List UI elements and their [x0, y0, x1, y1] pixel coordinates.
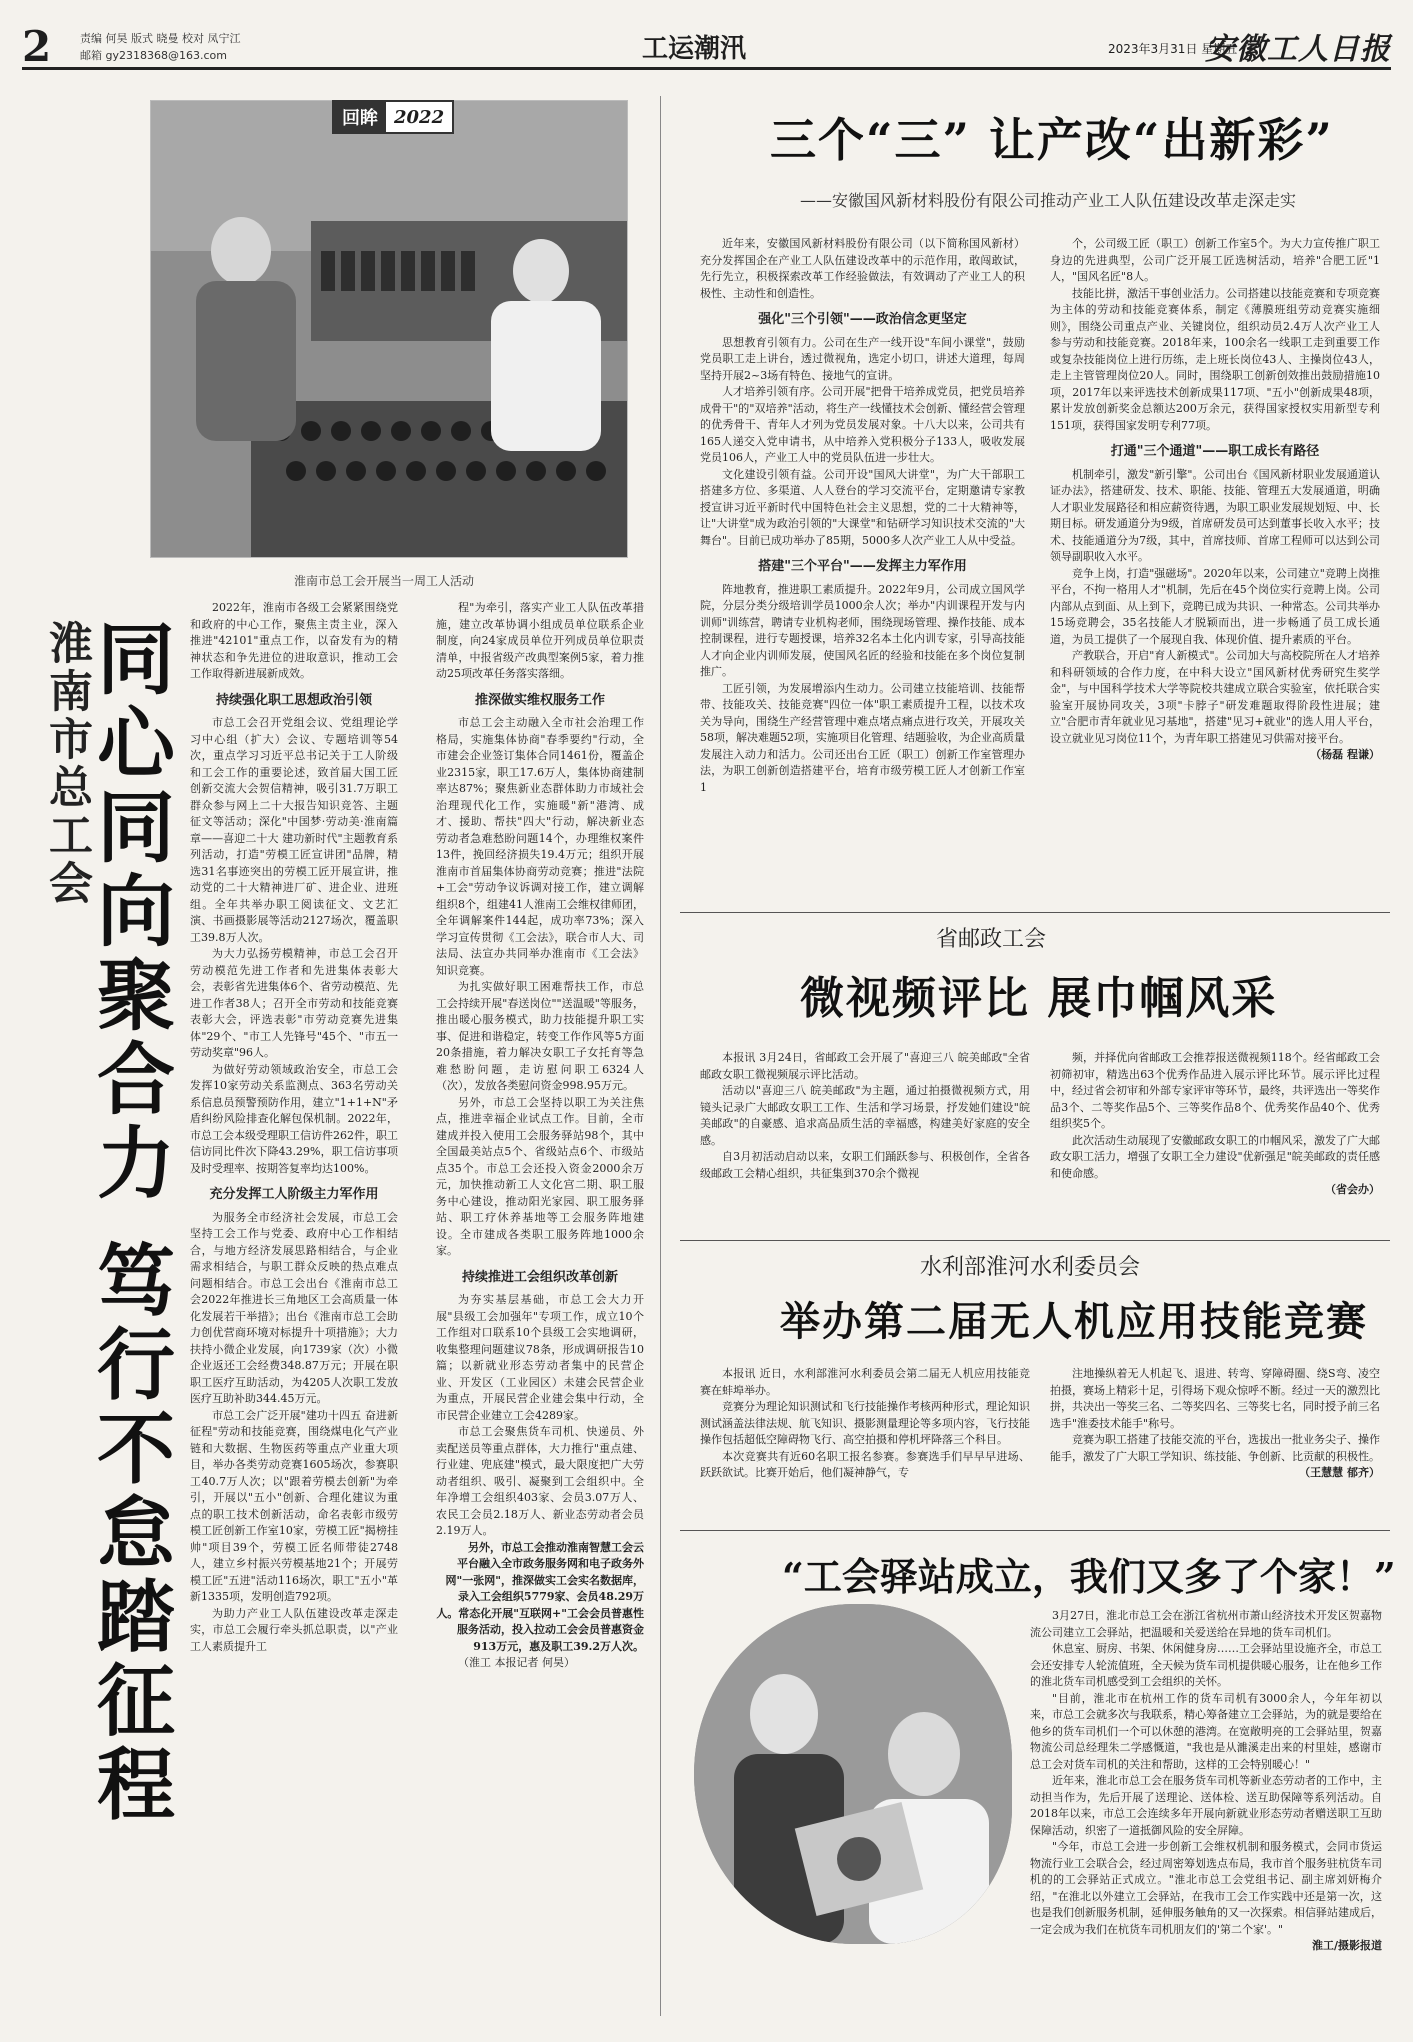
review-badge: [332, 100, 454, 134]
station-photo-illustration: [694, 1604, 1012, 1944]
paragraph: 为夯实基层基础，市总工会大力开展"县级工会加强年"专项工作，成立10个工作组对口联系10个县级工会实地调研，收集整理问题建议78条，形成调研报告10篇；以新就业形态劳动者集中的民营企业、开发区（工业园区）未建会民营企业为重点，开展民营企业建会集中行动，全市民营企业建立工会4289家。: [436, 1293, 644, 1422]
paragraph: 技能比拼，激活干事创业活力。公司搭建以技能竞赛和专项竞赛为主体的劳动和技能竞赛体系，制定《薄膜班组劳动竞赛实施细则》，围绕公司重点产业、关键岗位，组织动员2.4万人次产业工人参与劳动和技能竞赛。2018年来，100余名一线职工走到重要工作或复杂技能岗位上进行历练，走上班长岗位43人、主操岗位43人，走上主管管理岗位20人。同时，围绕职工创新创效推出鼓励措施10项，2017年以来评选技术创新成果117项、"五小"创新成果48项，累计发放创新奖金总额达200万余元，获得国家授权实用新型专利151项，获得国家发明专利77项。: [1050, 286, 1380, 432]
paragraph: 频，并择优向省邮政工会推荐报送微视频118个。经省邮政工会初筛初审，精选出63个优秀作品进入展示评比环节。展示评比过程中，经过省会初审和外部专家评审等环节，最终，共评选出一等奖作品3个、二等奖作品5个、三等奖作品8个、优秀奖作品40个、优秀组织奖5个。: [1050, 1051, 1380, 1130]
paragraph: 为大力弘扬劳模精神，市总工会召开劳动模范先进工作者和先进集体表彰大会，表彰省先进集体6个、省劳动模范、先进工作者38人；召开全市劳动和技能竞赛表彰大会，评选表彰"市劳动竞赛先进集体"29个、"市工人先锋号"45个、"市五一劳动奖章"96人。: [190, 947, 398, 1059]
article2-col1: [700, 1050, 1030, 1250]
paragraph: 市总工会主动融入全市社会治理工作格局，实施集体协商"春季要约"行动，全市建会企业签订集体合同1461份，覆盖企业2315家，职工17.6万人，集体协商建制率达87%；聚焦新业态群体助力市域社会治理现代化工作，实施暖"新"港湾、成才、援助、帮扶"四大"行动，解决新业态劳动者急难愁盼问题14个，办理维权案件13件，挽回经济损失19.4万元；组织开展淮南市首届集体协商劳动竞赛；推进"法院+工会"劳动争议诉调对接工作，建立调解组织8个，组建41人淮南工会维权律师团，全年调解案件144起，成功率73%；深入学习宣传贯彻《工会法》，联合市人大、司法局、法宣办共同举办淮南市《工会法》知识竞赛。: [436, 716, 644, 977]
byline: （杨磊 程谦）: [1310, 748, 1380, 761]
article2-title: 微视频评比 展巾帼风采: [800, 973, 1278, 1024]
paragraph: 为扎实做好职工困难帮扶工作，市总工会持续开展"春送岗位""送温暖"等服务，推出暖心服务模式，助力技能提升职工实事、促进和谐稳定，转变工作作风等5方面20条措施，着力解决女职工子女托育等急难愁盼问题，走访慰问职工6324人（次），发放各类慰问资金998.95万元。: [436, 980, 644, 1092]
byline: 淮工/摄影报道: [1311, 1939, 1382, 1952]
divider: [680, 1530, 1390, 1531]
paragraph: 本次竞赛共有近60名职工报名参赛。参赛选手们早早早进场、跃跃欲试。比赛开始后，他们凝神静气，专: [700, 1449, 1030, 1479]
article2-col2: [1050, 1050, 1380, 1250]
article1-subtitle: ——安徽国风新材料股份有限公司推动产业工人队伍建设改革走深走实: [800, 191, 1297, 210]
paragraph: 思想教育引领有力。公司在生产一线开设"车间小课堂"，鼓励党员职工走上讲台，透过微视角，选定小切口，讲述大道理，每周坚持开展2~3场有特色、接地气的宣讲。: [700, 335, 1025, 382]
paragraph: 近年来，安徽国风新材料股份有限公司（以下简称国风新材）充分发挥国企在产业工人队伍建设改革中的示范作用，敢闯敢试，先行先立，积极探索改革工作经验做法，有效调动了产业工人的积极性、主动性和创造性。: [700, 237, 1025, 300]
left-article-col2: [436, 600, 644, 2000]
paragraph: 机制牵引，激发"新引擎"。公司出台《国风新材职业发展通道认证办法》，搭建研发、技术、职能、技能、管理五大发展通道，明确人才职业发展路径和相应薪资待遇，为职工职业发展规划短、中、长期目标。研发通道分为9级，首席研发员可达到董事长收入水平；技术、技能通道分为7级，其中，首席技师、首席工程师可以达到公司领导副职收入水平。: [1050, 467, 1380, 563]
credits-line: 责编 何昊 版式 晓曼 校对 凤宁江: [80, 32, 241, 45]
article3-col1: [700, 1366, 1030, 1546]
byline: 另外，市总工会推动淮南智慧工会云平台融入全市政务服务网和电子政务外网"一张网"，推深做实工会实名数据库，录入工会组织5779家、会员48.29万人。常态化开展"互联网+"工会会员普惠性服务活动，投入拉动工会会员普惠资金913万元，惠及职工39.2万人次。: [436, 1540, 644, 1653]
paragraph: 程"为牵引，落实产业工人队伍改革措施，建立改革协调小组成员单位联系企业制度，向24家成员单位开列成员单位职责清单，中报省级产改典型案例5家，着力推动25项改革任务落实落细。: [436, 601, 644, 680]
org-title: 淮南市总工会: [41, 620, 92, 908]
paragraph: 为助力产业工人队伍建设改革走深走实，市总工会履行牵头抓总职责，以"产业工人素质提升工: [190, 1606, 398, 1653]
paragraph: 市总工会广泛开展"建功十四五 奋进新征程"劳动和技能竞赛，围绕煤电化气产业链和大数据、生物医药等重点产业重大项目，举办各类劳动竞赛1605场次，参赛职工40.7万人次；以"跟着劳模去创新"为牵引，开展以"五小"创新、合理化建议为重点的职工技术创新活动，命名表彰市级劳模工匠创新工作室10家，劳模工匠"揭榜挂帅"项目39个，劳模工匠名师带徒2748人，建立乡村振兴劳模基地21个；开展劳模工匠"五进"活动116场次，职工"五小"革新1335项，发明创造792项。: [190, 1408, 398, 1603]
article1-col2: [1050, 236, 1380, 916]
paragraph: "今年，市总工会进一步创新工会维权机制和服务模式，会同市货运物流行业工会联合会，经过周密筹划选点布局，我市首个服务驻杭货车司机的的工会驿站正式成立。"淮北市总工会党组书记、副主席刘妍梅介绍，"在淮北以外建立工会驿站，在我市工会工作实践中还是第一次，这也是我们创新服务机制，延伸服务触角的又一次探索。相信驿站建成后，一定会成为我们在杭货车司机朋友们的'第二个家'。": [1030, 1840, 1382, 1936]
article1-title: 三个“三” 让产改“出新彩”: [770, 113, 1334, 167]
section-heading: 强化"三个引领"——政治信念更坚定: [758, 312, 967, 327]
paragraph: 为服务全市经济社会发展，市总工会坚持工会工作与党委、政府中心工作相结合，与地方经济发展思路相结合，与企业需求相结合，与职工群众反映的热点难点问题相结合。市总工会出台《淮南市总工会2022年推进长三角地区工会高质量一体化发展若干举措》；出台《淮南市总工会助力创优营商环境对标提升十项措施》；大力扶持小微企业发展，向1739家（次）小微企业返还工会经费348.87万元；开展在职职工医疗互助活动，为4205人次职工发放医疗互助补助344.45万元。: [190, 1210, 398, 1405]
paragraph: 休息室、厨房、书架、休闲健身房……工会驿站里设施齐全，市总工会还安排专人轮流值班，全天候为货车司机提供暖心服务，让在他乡工作的淮北货车司机感受到工会组织的关怀。: [1030, 1642, 1382, 1688]
factory-photo: [150, 100, 628, 558]
byline: （省会办）: [1325, 1183, 1380, 1196]
editor-credits: [80, 30, 240, 64]
divider: [680, 912, 1390, 913]
paragraph: 另外，市总工会坚持以职工为关注焦点，推进幸福企业试点工作。目前，全市建成并投入使用工会服务驿站98个，其中全国最美站点5个、省级站点6个、市级站点35个。市总工会还投入资金2000余万元，加快推动新工人文化宫二期、职工服务中心建设，推动阳光家园、职工服务驿站、职工疗休养基地等工会服务阵地建设。全市建成各类职工服务阵地1000余家。: [436, 1095, 644, 1257]
article3-title: 举办第二届无人机应用技能竞赛: [780, 1298, 1368, 1345]
article4-body: [1030, 1608, 1382, 2008]
section-heading: 打通"三个通道"——职工成长有路径: [1110, 444, 1320, 459]
section-heading: 推深做实维权服务工作: [474, 692, 605, 708]
paragraph: 本报讯 3月24日，省邮政工会开展了"喜迎三八 皖美邮政"全省邮政女职工微视频展示评比活动。: [700, 1051, 1030, 1081]
paragraph: 人才培养引领有序。公司开展"把骨干培养成党员，把党员培养成骨干"的"双培养"活动，将生产一线懂技术会创新、懂经营会管理的优秀骨干、青年人才列为党员发展对象。十八大以来，公司共有165人递交入党申请书，从中培养入党积极分子133人，吸收发展党员106人，产业工人中的党员队伍进一步壮大。: [700, 385, 1025, 464]
paragraph: 市总工会召开党组会议、党组理论学习中心组（扩大）会议、专题培训等54次，重点学习习近平总书记关于工人阶级和工会工作的重要论述，致首届大国工匠创新交流大会贺信精神，吸引31.7万职工群众参与网上二十大报告知识竞答、主题征文等活动；深化"中国梦·劳动美·淮南篇章——喜迎二十大 建功新时代"主题教育系列活动，打造"劳模工匠宣讲团"品牌，精选31名事迹突出的劳模工匠开展宣讲，推动党的二十大精神进厂矿、进企业、进班组。全年共举办职工阅读征文、文艺汇演、书画摄影展等活动2127场次，覆盖职工39.8万人次。: [190, 716, 398, 944]
badge-label: 回眸: [334, 102, 386, 132]
paragraph: 注地操纵着无人机起飞、退进、转弯、穿障碍圈、绕S弯、凌空拍摄，赛场上精彩十足，引得场下观众惊呼不断。经过一天的激烈比拼，共决出一等奖三名、二等奖四名、三等奖七名，同时授予前三名选手"淮委技术能手"称号。: [1050, 1367, 1380, 1430]
paragraph: 自3月初活动启动以来，女职工们踊跃参与、积极创作，全省各级邮政工会精心组织，共征集到370余个微视: [700, 1150, 1030, 1180]
paragraph: 此次活动生动展现了安徽邮政女职工的巾帼风采，激发了广大邮政女职工活力，增强了女职工全力建设"优新强足"皖美邮政的责任感和使命感。: [1050, 1133, 1380, 1180]
photo-caption: 淮南市总工会开展当一周工人活动: [294, 574, 475, 588]
main-headline: 同心同向聚合力 笃行不怠踏征程: [84, 618, 175, 1828]
masthead: [22, 22, 1391, 71]
page-number: 2: [22, 22, 52, 71]
paragraph: 近年来，淮北市总工会在服务货车司机等新业态劳动者的工作中，主动担当作为，先后开展了送理论、送体检、送互助保障等系列活动。自2018年以来，市总工会连续多年开展向新就业形态劳动者赠送职工互助保障活动，织密了一道抵御风险的安全屏障。: [1030, 1774, 1382, 1837]
paragraph: 活动以"喜迎三八 皖美邮政"为主题，通过拍摄微视频方式，用镜头记录广大邮政女职工工作、生活和学习场景，抒发她们建设"皖美邮政"的自豪感、追求高品质生活的幸福感，构建美好家庭的安全感。: [700, 1084, 1030, 1147]
section-heading: 持续强化职工思想政治引领: [215, 692, 372, 708]
article2-kicker: 省邮政工会: [936, 927, 1047, 952]
paragraph: 3月27日，淮北市总工会在浙江省杭州市萧山经济技术开发区贺嘉物流公司建立工会驿站，把温暖和关爱送给在异地的货车司机们。: [1030, 1609, 1382, 1639]
paragraph: 2022年，淮南市各级工会紧紧围绕党和政府的中心工作，聚焦主责主业，深入推进"42101"重点工作，以奋发有为的精神状态和争先进位的进取意识，推动工会工作取得新进展新成效。: [190, 601, 398, 680]
station-photo: [694, 1604, 1012, 1944]
paragraph: 本报讯 近日，水利部淮河水利委员会第二届无人机应用技能竞赛在蚌埠举办。: [700, 1367, 1030, 1397]
paragraph: （淮工 本报记者 何昊）: [458, 1656, 575, 1669]
email-line: 邮箱 gy2318368@163.com: [80, 49, 227, 62]
paragraph: 产教联合，开启"育人新模式"。公司加大与高校院所在人才培养和科研领域的合作力度，在中科大设立"国风新材优秀研究生奖学金"，与中国科学技术大学等院校共建成立联合实验室，依托联合实验室开展协同攻关，3项"卡脖子"研发难题取得阶段性进展；建立"合肥市青年就业见习基地"，搭建"见习+就业"的选人用人平台，设立就业见习岗位11个，为青年职工搭建见习供需对接平台。: [1050, 649, 1380, 745]
paragraph: 个，公司级工匠（职工）创新工作室5个。为大力宣传推广职工身边的先进典型，公司广泛开展工匠选树活动，培养"合肥工匠"1人，"国风名匠"8人。: [1050, 237, 1380, 283]
paragraph: 为做好劳动领域政治安全，市总工会发挥10家劳动关系监测点、363名劳动关系信息员预警预防作用，建立"1+1+N"矛盾纠纷风险排查化解包保机制。2022年，市总工会本级受理职工信访件262件，职工信访同比件次下降43.29%，职工信访事项及时受理率、按期答复率均达100%。: [190, 1062, 398, 1175]
divider: [680, 1240, 1390, 1241]
section-heading: 充分发挥工人阶级主力军作用: [209, 1187, 379, 1202]
left-article-col1: [190, 600, 398, 2000]
badge-year: 2022: [394, 106, 445, 128]
column-divider: [660, 96, 661, 2016]
paragraph: 市总工会聚焦货车司机、快递员、外卖配送员等重点群体，大力推行"重点建、行业建、兜底建"模式，最大限度把广大劳动者组织、吸引、凝聚到工会组织中。全年净增工会组织403家、会员3.07万人、农民工会员2.18万人、新业态劳动者会员2.19万人。: [436, 1425, 644, 1537]
byline: （王慧慧 郁齐）: [1299, 1466, 1380, 1479]
paragraph: 竞赛分为理论知识测试和飞行技能操作考核两种形式，理论知识测试涵盖法律法规、航飞知识、摄影测量理论等多项内容，飞行技能操作包括超低空障碍物飞行、高空拍摄和停机坪降落三个科目。: [700, 1400, 1030, 1446]
section-heading: 持续推进工会组织改革创新: [461, 1269, 618, 1285]
paragraph: 文化建设引领有益。公司开设"国风大讲堂"，为广大干部职工搭建多方位、多渠道、人人登台的学习交流平台，定期邀请专家教授宣讲习近平新时代中国特色社会主义思想，党的二十大精神等，让"大讲堂"成为政治引领的"大课堂"和钻研学习知识技术交流的"大舞台"。目前已成功举办了85期，5000多人次产业工人从中受益。: [700, 467, 1025, 547]
article1-col1: [700, 236, 1025, 916]
paragraph: 工匠引领，为发展增添内生动力。公司建立技能培训、技能帮带、技能攻关、技能竞赛"四位一体"职工素质提升工程，以技术攻关为导向，围绕生产经营管理中难点堵点痛点进行攻关，开展攻关58项，解决难题52项，实施项目化管理、结题验收，为企业高质量发展注入动力和活力。公司还出台工匠（职工）创新工作室管理办法，为职工创新创造搭建平台，培育市级劳模工匠人才创新工作室1: [700, 681, 1025, 794]
section-heading: 搭建"三个平台"——发挥主力军作用: [758, 559, 967, 574]
newspaper-brand: 安徽工人日报: [1205, 32, 1391, 67]
paragraph: 阵地教育，推进职工素质提升。2022年9月，公司成立国风学院，分层分类分级培训学员1000余人次；举办"内训课程开发与内训师"训练营，聘请专业机构老师，围绕现场管理、操作技能、成本控制课程，进行专题授课，培养32名本土化内训专家，引导高技能人才向企业内训师发展，使国风名匠的经验和技能在多个岗位复制推广。: [700, 582, 1025, 678]
article3-col2: [1050, 1366, 1380, 1546]
paragraph: "目前，淮北市在杭州工作的货车司机有3000余人，今年年初以来，市总工会就多次与我联系，精心筹备建立工会驿站，为的就是要给在他乡的货车司机们一个可以休憩的港湾。在宽敞明亮的工会驿站里，贺嘉物流公司总经理朱二学感慨道，"我也是从濉溪走出来的村里娃，感谢市总工会对货车司机的关注和帮助，这样的工会特别暖心！": [1030, 1691, 1382, 1771]
issue-date: 2023年3月31日 星期五: [1108, 42, 1238, 56]
workers-photo-illustration: [151, 101, 628, 558]
section-title: 工运潮汛: [642, 34, 747, 64]
article3-kicker: 水利部淮河水利委员会: [920, 1255, 1141, 1280]
paragraph: 竞争上岗，打造"强磁场"。2020年以来，公司建立"竞聘上岗推平台，不拘一格用人才"机制，先后在45个岗位实行竞聘上岗。公司内部从点到面、从上到下，竞聘已成为共识、一种常态。公司共举办15场竞聘会，35名技能人才脱颖而出，进一步畅通了员工成长通道，为员工提供了一个展现自我、体现价值、提升素质的平台。: [1050, 566, 1380, 646]
paragraph: 竞赛为职工搭建了技能交流的平台，选拔出一批业务尖子、操作能手，激发了广大职工学知识、练技能、争创新、比贡献的积极性。: [1050, 1433, 1380, 1463]
article4-title: “工会驿站成立，我们又多了个家！”: [782, 1554, 1396, 1599]
